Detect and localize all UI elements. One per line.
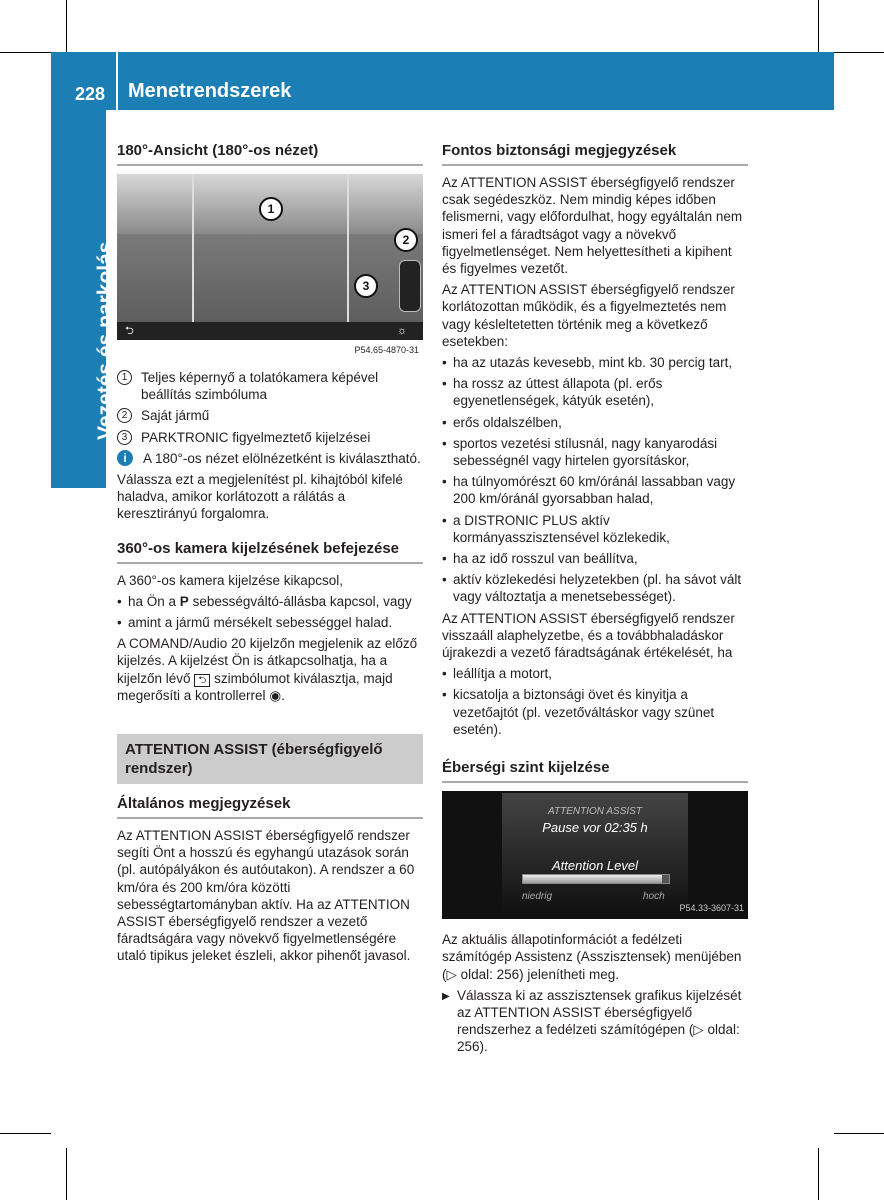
- low-label: niedrig: [522, 891, 553, 903]
- crop-mark: [818, 1148, 819, 1200]
- list-item: • ha az idő rosszul van beállítva,: [442, 550, 748, 567]
- list-item: • erős oldalszélben,: [442, 414, 748, 431]
- crop-mark: [834, 1133, 884, 1134]
- chapter-title: Menetrendszerek: [128, 80, 292, 102]
- section-heading: Fontos biztonsági megjegyzések: [442, 141, 748, 166]
- pause-text: Pause vor 02:35 h: [542, 820, 648, 836]
- figure-code: P54.33-3607-31: [679, 902, 744, 913]
- callout-1: 1: [259, 197, 283, 221]
- own-vehicle-icon: [399, 260, 421, 312]
- figure-code: P54.65-4870-31: [354, 345, 419, 355]
- list-item: • leállítja a motort,: [442, 665, 748, 682]
- list-item: • a DISTRONIC PLUS aktív kormányasszisztensével közlekedik,: [442, 512, 748, 546]
- list-item: • ha Ön a P sebességváltó-állásba kapcsol, vagy: [117, 593, 423, 610]
- list-item: • ha rossz az úttest állapota (pl. erős egyenetlenségek, kátyúk esetén),: [442, 375, 748, 409]
- list-item: • ha az utazás kevesebb, mint kb. 30 percig tart,: [442, 354, 748, 371]
- crop-mark: [0, 1133, 51, 1134]
- legend-item: 2 Saját jármű: [117, 407, 423, 424]
- list-item: • kicsatolja a biztonsági övet és kinyitja a vezetőajtót (pl. vezetőváltáskor vagy szünet esetén).: [442, 686, 748, 738]
- section-heading: 360°-os kamera kijelzésének befejezése: [117, 539, 423, 564]
- crop-mark: [66, 0, 67, 52]
- sun-icon: ☼: [397, 325, 408, 337]
- paragraph: Az ATTENTION ASSIST éberségfigyelő rendszer segíti Önt a hosszú és egyhangú utazások során (pl. autópályákon és autóutakon). A rendszer a 60 km/óra és 200 km/óra közötti sebességtartományban aktív. Ha az ATTENTION ASSIST éberségfigyelő rendszer a vezető fáradtságára vagy növekvő figyelmetlenségére utaló tipikus jeleket észleli, akkor pihenőt javasol.: [117, 828, 415, 964]
- crop-mark: [834, 52, 884, 53]
- page-number: 228: [75, 84, 106, 104]
- attention-level-bar: [522, 874, 670, 884]
- left-column: [117, 141, 423, 969]
- list-item: • sportos vezetési stílusnál, nagy kanyarodási sebességnél vagy hirtelen gyorsításkor,: [442, 435, 748, 469]
- attention-level-display: [442, 791, 748, 919]
- legend-item: 1 Teljes képernyő a tolatókamera képével beállítás szimbóluma: [117, 369, 423, 403]
- paragraph: Az aktuális állapotinformációt a fedélzeti számítógép Assistenz (Asszisztensek) menüjében (▷ oldal: 256) jelenítheti meg.: [442, 932, 742, 982]
- info-note: i A 180°-os nézet elölnézetként is kiválasztható.: [117, 450, 423, 467]
- section-heading: Általános megjegyzések: [117, 794, 423, 819]
- paragraph: Az ATTENTION ASSIST éberségfigyelő rendszer visszaáll alaphelyzetbe, és a továbbhaladáskor újrakezdi a vezető fáradtságának értékelését, ha: [442, 610, 735, 661]
- list-item: • amint a jármű mérsékelt sebességgel halad.: [117, 614, 423, 631]
- back-icon: ⮌: [125, 325, 134, 337]
- crop-mark: [0, 52, 51, 53]
- section-heading: 180°-Ansicht (180°-os nézet): [117, 141, 423, 166]
- paragraph: A 360°-os kamera kijelzése kikapcsol,: [117, 572, 343, 588]
- header-divider: [116, 52, 118, 110]
- section-box-title: ATTENTION ASSIST (éberségfigyelő rendszer): [117, 734, 423, 784]
- list-item: • ha túlnyomórészt 60 km/óránál lassabban vagy 200 km/óránál gyorsabban halad,: [442, 473, 748, 507]
- section-heading: Éberségi szint kijelzése: [442, 758, 748, 783]
- callout-3: 3: [354, 274, 378, 298]
- back-key-icon: ⮌: [194, 674, 210, 687]
- callout-2: 2: [394, 228, 418, 252]
- camera-view-figure: [117, 174, 423, 357]
- info-icon: i: [117, 450, 133, 466]
- paragraph: Válassza ezt a megjelenítést pl. kihajtóból kifelé haladva, amikor korlátozott a rálátás a keresztirányú forgalomra.: [117, 472, 403, 522]
- right-column: [442, 141, 748, 1060]
- list-item: • aktív közlekedési helyzetekben (pl. ha sávot vált vagy változtatja a menetsebességet).: [442, 571, 748, 605]
- attention-level-fill: [523, 875, 662, 883]
- action-step: ▶ Válassza ki az asszisztensek grafikus kijelzését az ATTENTION ASSIST éberségfigyelő rendszerhez a fedélzeti számítógépen (▷ oldal: 256).: [442, 987, 748, 1056]
- level-label: Attention Level: [551, 858, 638, 874]
- crop-mark: [66, 1148, 67, 1200]
- paragraph: Az ATTENTION ASSIST éberségfigyelő rendszer csak segédeszköz. Nem mindig képes időben felismerni, vagy előfordulhat, hogy egyáltalán nem ismeri fel a fáradtságot vagy a növekvő figyelmetlenséget. Nem helyettesítheti a kipihent és figyelmes vezetőt.: [442, 175, 743, 277]
- controller-icon: ◉: [269, 687, 282, 703]
- high-label: hoch: [643, 891, 665, 903]
- legend-item: 3 PARKTRONIC figyelmeztető kijelzései: [117, 429, 423, 446]
- paragraph: A COMAND/Audio 20 kijelzőn megjelenik az előző kijelzés. A kijelzést Ön is átkapcsolhatja, ha a kijelzőn lévő ⮌ szimbólumot kiválasztja, majd megerősíti a kontrollerrel ◉.: [117, 636, 418, 703]
- side-tab-label: Vezetés és parkolás: [94, 241, 117, 440]
- paragraph: Az ATTENTION ASSIST éberségfigyelő rendszer korlátozottan működik, és a figyelmeztetés nem vagy késleltetetten történik meg a következő esetekben:: [442, 282, 735, 349]
- display-title: ATTENTION ASSIST: [548, 806, 642, 818]
- crop-mark: [818, 0, 819, 52]
